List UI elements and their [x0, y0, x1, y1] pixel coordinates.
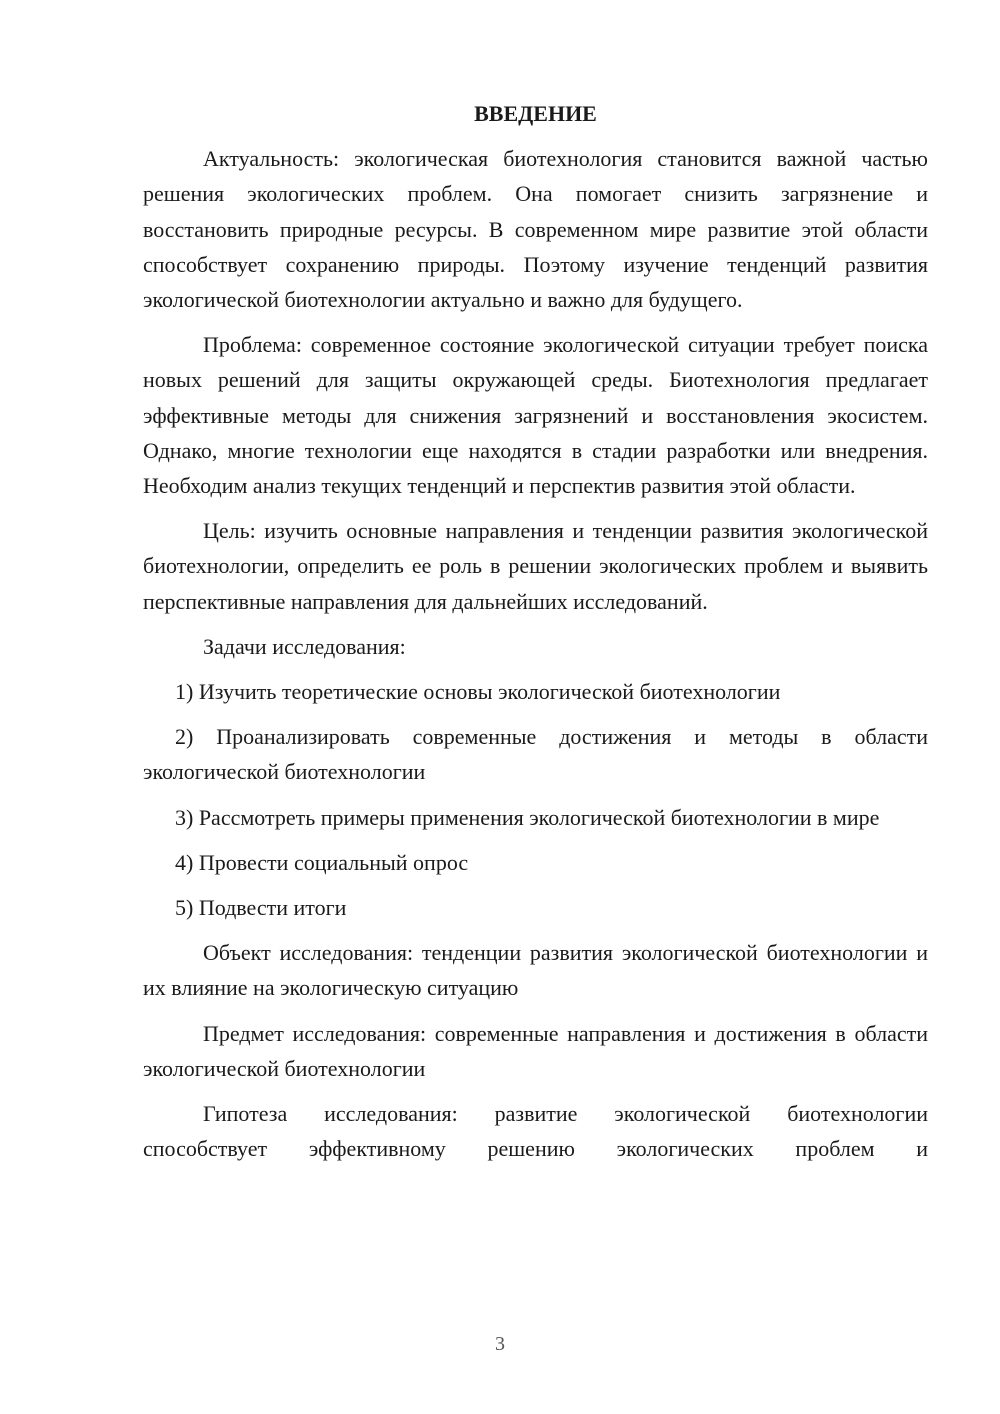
paragraph-object: Объект исследования: тенденции развития экологической биотехнологии и их влияние на экологическую ситуацию [143, 940, 928, 1001]
task-item-1: 1) Изучить теоретические основы экологической биотехнологии [175, 679, 781, 705]
task-item-3: 3) Рассмотреть примеры применения экологической биотехнологии в мире [175, 804, 880, 830]
paragraph-relevance: Актуальность: экологическая биотехнология становится важной частью решения экологических проблем. Она помогает снизить загрязнение и восстановить природные ресурсы. В современном мире развитие этой области способствует сохранению природы. Поэтому изучение тенденций развития экологической биотехнологии актуально и важно для будущего. [143, 146, 928, 313]
page-content [143, 96, 928, 1166]
paragraph-subject: Предмет исследования: современные направления и достижения в области экологической биотехнологии [143, 1020, 928, 1081]
task-item-5: 5) Подвести итоги [175, 895, 347, 921]
task-item-4: 4) Провести социальный опрос [175, 849, 469, 875]
paragraph-problem: Проблема: современное состояние экологической ситуации требует поиска новых решений для защиты окружающей среды. Биотехнология предлагает эффективные методы для снижения загрязнений и восстановления экосистем. Однако, многие технологии еще находятся в стадии разработки или внедрения. Необходим анализ текущих тенденций и перспектив развития этой области. [143, 332, 928, 499]
paragraph-tasks-heading: Задачи исследования: [203, 633, 406, 659]
paragraph-goal: Цель: изучить основные направления и тенденции развития экологической биотехнологии, определить ее роль в решении экологических проблем и выявить перспективные направления для дальнейших исследований. [143, 518, 928, 614]
task-item-2: 2) Проанализировать современные достижения и методы в области экологической биотехнологии [143, 724, 928, 785]
paragraph-hypothesis: Гипотеза исследования: развитие экологической биотехнологии способствует эффективному решению экологических проблем и [143, 1101, 928, 1162]
page-number: 3 [495, 1333, 505, 1355]
section-title: ВВЕДЕНИЕ [474, 101, 597, 126]
